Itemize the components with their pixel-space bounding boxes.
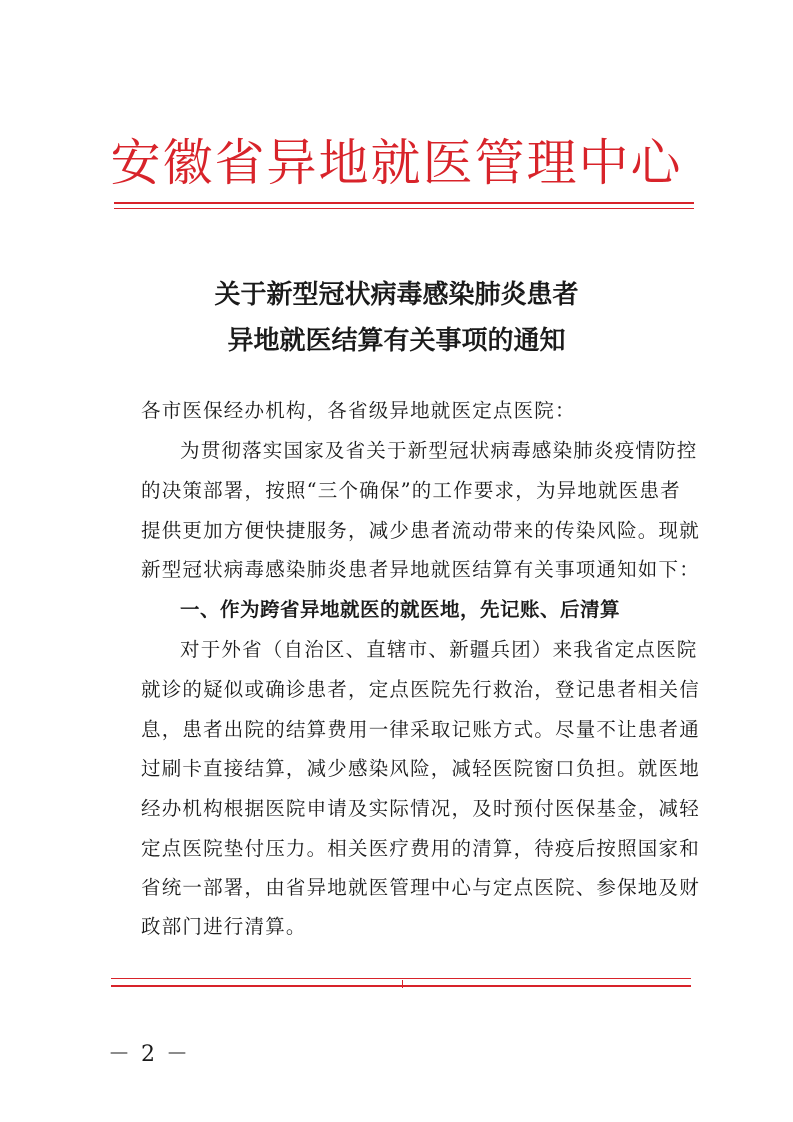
body-line: 对于外省（自治区、直辖市、新疆兵团）来我省定点医院: [180, 638, 698, 661]
body-line: 就诊的疑似或确诊患者，定点医院先行救治，登记患者相关信: [141, 678, 700, 701]
letterhead-rule-thin: [114, 208, 694, 209]
body-line: 经办机构根据医院申请及实际情况，及时预付医保基金，减轻: [141, 797, 700, 820]
letterhead-organization: 安徽省异地就医管理中心: [110, 134, 683, 192]
body-line: 定点医院垫付压力。相关医疗费用的清算，待疫后按照国家和: [141, 837, 700, 860]
footer-rule-thin: [111, 978, 691, 979]
body-line: 政部门进行清算。: [141, 915, 307, 938]
body-line: 息，患者出院的结算费用一律采取记账方式。尽量不让患者通: [141, 718, 700, 741]
letterhead-rule-thick: [114, 202, 694, 204]
body-line: 的决策部署，按照“三个确保”的工作要求，为异地就医患者: [141, 479, 681, 502]
body-line: 省统一部署，由省异地就医管理中心与定点医院、参保地及财: [141, 876, 700, 899]
document-title-line-2: 异地就医结算有关事项的通知: [227, 326, 566, 356]
body-line: 过刷卡直接结算，减少感染风险，减轻医院窗口负担。就医地: [141, 757, 700, 780]
body-line: 新型冠状病毒感染肺炎患者异地就医结算有关事项通知如下：: [141, 558, 700, 581]
body-line: 提供更加方便快捷服务，减少患者流动带来的传染风险。现就: [141, 519, 700, 542]
section-heading: 一、作为跨省异地就医的就医地，先记账、后清算: [180, 598, 621, 621]
page-number: － 2 －: [108, 1042, 190, 1067]
body-line: 为贯彻落实国家及省关于新型冠状病毒感染肺炎疫情防控: [180, 439, 698, 462]
salutation: 各市医保经办机构，各省级异地就医定点医院：: [141, 399, 576, 422]
footer-rule-thick: [111, 985, 691, 987]
document-title-line-1: 关于新型冠状病毒感染肺炎患者: [214, 280, 579, 310]
